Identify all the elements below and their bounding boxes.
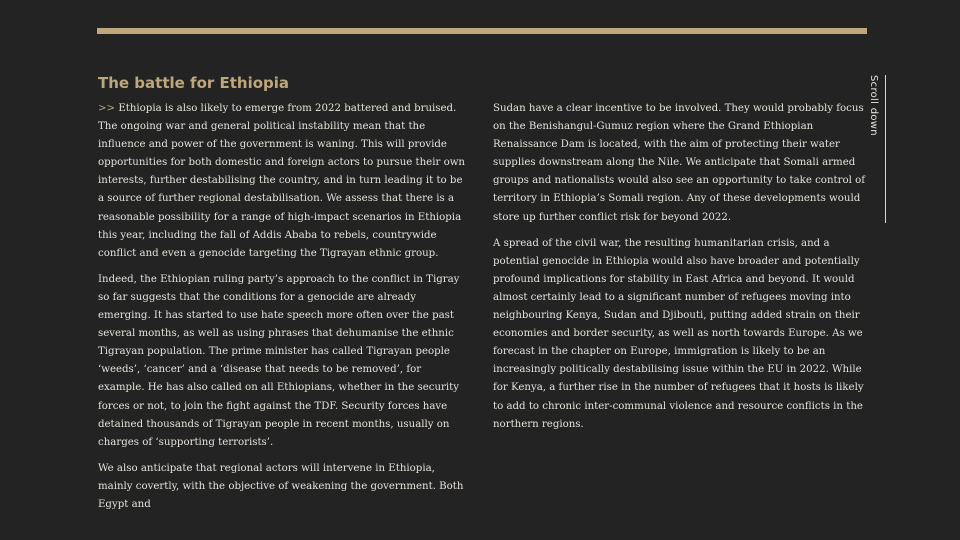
scroll-down-hint[interactable] bbox=[860, 75, 886, 223]
paragraph bbox=[98, 100, 470, 263]
paragraph: A spread of the civil war, the resulting humanitarian crisis, and a potential genocide in Ethiopia would also have broader and potentially profound implications for stability in East Africa and beyond. It would almost certainly lead to a significant number of refugees moving into neighbouring Kenya, Sudan and Djibouti, putting added strain on their economies and border security, as well as north towards Europe. As we forecast in the chapter on Europe, immigration is likely to be an increasingly politically destabilising issue within the EU in 2022. While for Kenya, a further rise in the number of refugees that it hosts is likely to add to chronic inter-communal violence and resource conflicts in the northern regions. bbox=[493, 237, 864, 430]
scroll-indicator-line bbox=[885, 75, 886, 223]
paragraph-text: Ethiopia is also likely to emerge from 2022 battered and bruised. The ongoing war and general political instability mean that the influence and power of the government is waning. This will provide opportunities for both domestic and foreign actors to pursue their own interests, further destabilising the country, and in turn leading it to be a source of further regional destabilisation. We assess that there is a reasonable possibility for a range of high-impact scenarios in Ethiopia this year, including the fall of Addis Ababa to rebels, countrywide conflict and even a genocide targeting the Tigrayan ethnic group. bbox=[98, 103, 465, 259]
paragraph: Sudan have a clear incentive to be involved. They would probably focus on the Benishangul-Gumuz region where the Grand Ethiopian Renaissance Dam is located, with the aim of protecting their water supplies downstream along the Nile. We anticipate that Somali armed groups and nationalists would also see an opportunity to take control of territory in Ethiopia’s Somali region. Any of these developments would store up further conflict risk for beyond 2022. bbox=[493, 103, 866, 223]
article-column-right bbox=[493, 100, 865, 442]
scroll-down-label: Scroll down bbox=[868, 75, 879, 136]
paragraph: We also anticipate that regional actors will intervene in Ethiopia, mainly covertly, with the objective of weakening the government. Both Egypt and bbox=[98, 462, 464, 510]
top-accent-bar bbox=[97, 28, 867, 34]
section-title: The battle for Ethiopia bbox=[98, 74, 290, 92]
paragraph: Indeed, the Ethiopian ruling party’s approach to the conflict in Tigray so far suggests that the conditions for a genocide are already emerging. It has started to use hate speech more often over the past several months, as well as using phrases that dehumanise the ethnic Tigrayan population. The prime minister has called Tigrayan people ‘weeds’, ‘cancer’ and a ‘disease that needs to be removed’, for example. He has also called on all Ethiopians, whether in the security forces or not, to join the fight against the TDF. Security forces have detained thousands of Tigrayan people in recent months, usually on charges of ‘supporting terrorists’. bbox=[98, 273, 460, 448]
article-column-left bbox=[98, 100, 470, 522]
lead-marker: >> bbox=[98, 103, 116, 114]
